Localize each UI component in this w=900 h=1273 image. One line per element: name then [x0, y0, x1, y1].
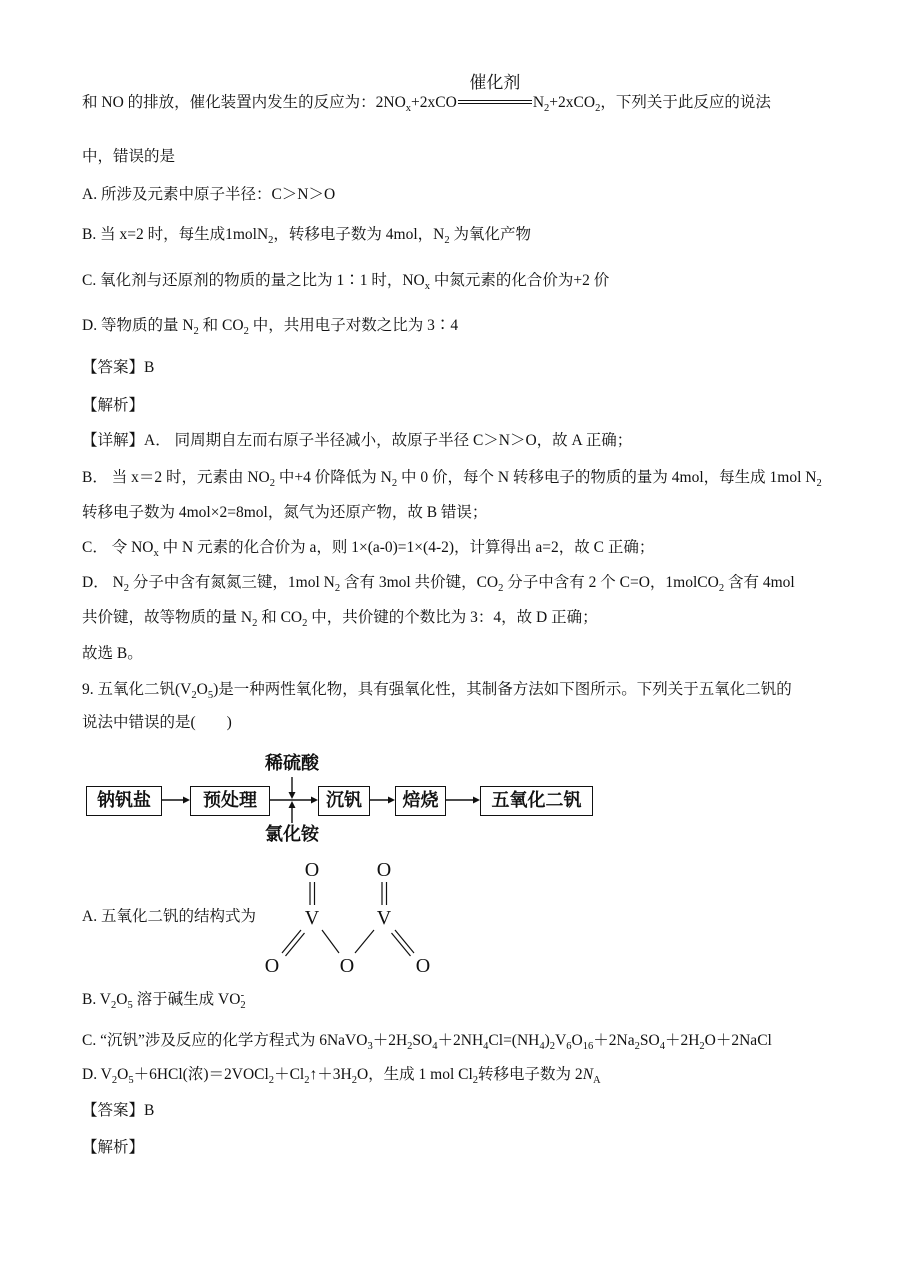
subscript: 2: [268, 234, 274, 246]
text-run: 分子中含有氮氮三键，1mol N: [129, 574, 335, 591]
subscript: 2: [472, 1074, 479, 1086]
q8-stem-line-1: [82, 73, 771, 114]
q8-option-a: [82, 184, 335, 206]
text-run: 和 CO: [198, 317, 244, 334]
subscript: 2: [699, 1040, 705, 1052]
text-run: )是一种两性氧化物，具有强氧化性，其制备方法如下图所示。下列关于五氧化二钒的: [213, 681, 792, 698]
text-run: 中，共价键的个数比为 3：4，故 D 正确；: [307, 609, 598, 626]
subscript: 2: [351, 1074, 357, 1086]
atom-oxygen-bridging: O: [339, 955, 355, 977]
reagent-top-arrowhead: [289, 792, 296, 799]
q8-detail-line-2: [82, 467, 822, 489]
subscript: 2: [718, 582, 725, 594]
text-run: D. V: [82, 1066, 112, 1083]
q9-stem-line-2: [82, 712, 232, 734]
text-run: 溶于碱生成 VO: [132, 991, 241, 1008]
atom-vanadium-right: V: [376, 907, 392, 929]
atom-vanadium-left: V: [304, 907, 320, 929]
text-run: ＋2H: [372, 1032, 408, 1049]
subscript: 4: [432, 1040, 438, 1052]
text-run: 中，错误的是: [82, 148, 176, 165]
text-run: ＋2H: [664, 1032, 700, 1049]
q8-stem-line-2: [82, 146, 175, 168]
text-run: ＋2Na: [593, 1032, 635, 1049]
text-run: ↑＋3H: [309, 1066, 352, 1083]
q8-detail-line-1: [82, 430, 632, 452]
text-run: 说法中错误的是( ): [82, 714, 232, 731]
reagent-ammonium-chloride-label: 氯化铵: [265, 824, 319, 845]
subscript: 2: [544, 102, 550, 114]
text-run: ＋2NH: [437, 1032, 484, 1049]
text-run: O，生成 1 mol Cl: [356, 1066, 473, 1083]
q8-option-c: [82, 270, 609, 292]
flow-step-vanadium-pentoxide: 五氧化二钒: [480, 786, 593, 816]
reagent-sulfuric-acid-label: 稀硫酸: [265, 753, 319, 774]
catalyst-label: 催化剂: [469, 73, 521, 92]
subscript: 6: [566, 1040, 572, 1052]
text-run: 中 N 元素的化合价为 a，则 1×(a-0)=1×(4-2)，计算得出 a=2，故 C 正确；: [158, 539, 655, 556]
subscript: x: [424, 280, 430, 292]
text-run: +2xCO: [549, 94, 596, 111]
text-run: 故选 B。: [82, 645, 143, 662]
subscript: 2: [407, 1040, 413, 1052]
subscript: 2: [498, 582, 504, 594]
text-run: N: [582, 1066, 594, 1083]
reaction-condition: [458, 73, 532, 114]
subscript: 2: [269, 477, 275, 489]
subscript: 2: [302, 617, 308, 629]
q9-option-d: [82, 1064, 601, 1086]
text-run: 共价键，故等物质的量 N: [82, 609, 253, 626]
text-run: 为氧化产物: [449, 226, 531, 243]
q9-option-c: [82, 1030, 772, 1052]
text-run: N: [532, 94, 545, 111]
q8-option-d: [82, 315, 458, 337]
subscript: 3: [367, 1040, 373, 1052]
atom-oxygen-top-right: O: [376, 859, 392, 881]
text-run: ，下列关于此反应的说法: [600, 94, 771, 111]
subscript: 2: [816, 477, 822, 489]
q9-option-b: [82, 989, 244, 1011]
text-run: O＋2NaCl: [704, 1032, 772, 1049]
subscript: 4: [539, 1040, 545, 1052]
text-run: +2xCO: [411, 94, 457, 111]
text-run: A. 五氧化二钒的结构式为: [82, 908, 256, 925]
atom-oxygen-top-left: O: [304, 859, 320, 881]
text-run: SO: [639, 1032, 660, 1049]
text-run: D． N: [82, 574, 124, 591]
subscript: 2: [252, 617, 258, 629]
text-run: ，转移电子数为 4mol，N: [273, 226, 445, 243]
superscript: -: [240, 990, 245, 1002]
text-run: ): [544, 1032, 550, 1049]
subscript: 2: [634, 1040, 640, 1052]
subscript: 4: [483, 1040, 489, 1052]
text-run: 转移电子数为 4mol×2=8mol，氮气为还原产物，故 B 错误；: [82, 504, 488, 521]
subscript: 2: [391, 477, 398, 489]
text-run: 和 CO: [257, 609, 303, 626]
subscript: 5: [207, 689, 214, 701]
text-run: 含有 4mol: [724, 574, 795, 591]
text-run: ＋Cl: [274, 1066, 305, 1083]
q8-option-b: [82, 224, 531, 246]
q8-detail-line-6: [82, 607, 598, 629]
text-run: 和 NO 的排放，催化装置内发生的反应为：: [82, 94, 376, 111]
text-run: SO: [412, 1032, 433, 1049]
text-run: C． 令 NO: [82, 539, 154, 556]
text-run: 中氮元素的化合价为+2 价: [430, 272, 610, 289]
flow-step-pretreatment: 预处理: [190, 786, 270, 816]
atom-oxygen-bottom-right: O: [415, 955, 431, 977]
q8-answer: 【答案】B: [82, 359, 155, 376]
subscript: A: [593, 1074, 601, 1086]
flow-arrowhead-4: [473, 797, 480, 804]
subscript: 2: [191, 689, 197, 701]
text-run: 中，共用电子对数之比为 3∶4: [248, 317, 459, 334]
subscript: 2: [111, 999, 117, 1011]
text-run: C. “沉钒”涉及反应的化学方程式为 6NaVO: [82, 1032, 368, 1049]
subscript: 2: [304, 1074, 310, 1086]
flow-arrowhead-3: [388, 797, 395, 804]
subscript: 5: [127, 999, 133, 1011]
text-run: Cl=(NH: [488, 1032, 540, 1049]
text-run: 【详解】A． 同周期自左而右原子半径减小，故原子半径 C＞N＞O，故 A 正确；: [82, 432, 633, 449]
text-run: 2NO: [375, 94, 406, 111]
subscript: 2: [243, 325, 249, 337]
text-run: B. 当 x=2 时，每生成1molN: [82, 226, 269, 243]
text-run: O: [116, 991, 128, 1008]
text-run: O: [571, 1032, 583, 1049]
flow-step-sodium-vanadate: 钠钒盐: [86, 786, 162, 816]
q8-detail-line-4: [82, 537, 654, 559]
text-run: V: [555, 1032, 567, 1049]
q8-analysis-heading: 【解析】: [82, 397, 145, 414]
text-run: D. 等物质的量 N: [82, 317, 194, 334]
subscript: 2: [268, 1074, 275, 1086]
subscript: 4: [659, 1040, 665, 1052]
text-run: 分子中含有 2 个 C=O，1molCO: [503, 574, 719, 591]
flow-step-vanadium-precipitation: 沉钒: [318, 786, 370, 816]
single-bond-line: [322, 930, 339, 953]
q8-detail-line-5: [82, 572, 795, 594]
atom-oxygen-bottom-left: O: [264, 955, 280, 977]
subscript: 2: [240, 999, 246, 1011]
subscript: 2: [334, 582, 341, 594]
v2o5-structure-diagram: [255, 855, 445, 985]
flowchart-arrows: [80, 750, 610, 860]
text-run: ＋6HCl(浓)＝2VOCl: [133, 1066, 269, 1083]
double-line-arrow: [458, 100, 532, 104]
q9-stem-line-1: [82, 679, 792, 701]
q8-detail-line-3: [82, 502, 487, 524]
q8-detail-line-7: [82, 643, 143, 665]
flow-arrowhead-1: [183, 797, 190, 804]
subscript: 2: [444, 234, 450, 246]
subscript: 2: [123, 582, 130, 594]
text-run: 9. 五氧化二钒(V: [82, 681, 192, 698]
flow-arrowhead-2: [311, 797, 318, 804]
text-run: O: [196, 681, 208, 698]
subscript: 16: [582, 1040, 594, 1052]
text-run: 含有 3mol 共价键，CO: [340, 574, 499, 591]
text-run: 中 0 价，每个 N 转移电子的物质的量为 4mol，每生成 1mol N: [397, 469, 817, 486]
q9-option-a: [82, 906, 256, 928]
subscript: 2: [193, 325, 199, 337]
text-run: O: [117, 1066, 129, 1083]
flow-step-roasting: 焙烧: [395, 786, 446, 816]
subscript: x: [405, 102, 412, 114]
subscript: 5: [128, 1074, 134, 1086]
text-run: B. V: [82, 991, 112, 1008]
subscript: 2: [111, 1074, 118, 1086]
text-run: A. 所涉及元素中原子半径：C＞N＞O: [82, 186, 336, 203]
q9-answer: 【答案】B: [82, 1102, 155, 1119]
text-run: C. 氧化剂与还原剂的物质的量之比为 1∶1 时，NO: [82, 272, 425, 289]
q9-analysis-heading: 【解析】: [82, 1139, 145, 1156]
text-run: 中+4 价降低为 N: [275, 469, 392, 486]
text-run: 转移电子数为 2: [478, 1066, 583, 1083]
text-run: B． 当 x＝2 时，元素由 NO: [82, 469, 270, 486]
reagent-bottom-arrowhead: [289, 801, 296, 808]
subscript: 2: [549, 1040, 556, 1052]
subscript: x: [153, 547, 159, 559]
single-bond-line: [355, 930, 374, 953]
subscript: 2: [595, 102, 601, 114]
